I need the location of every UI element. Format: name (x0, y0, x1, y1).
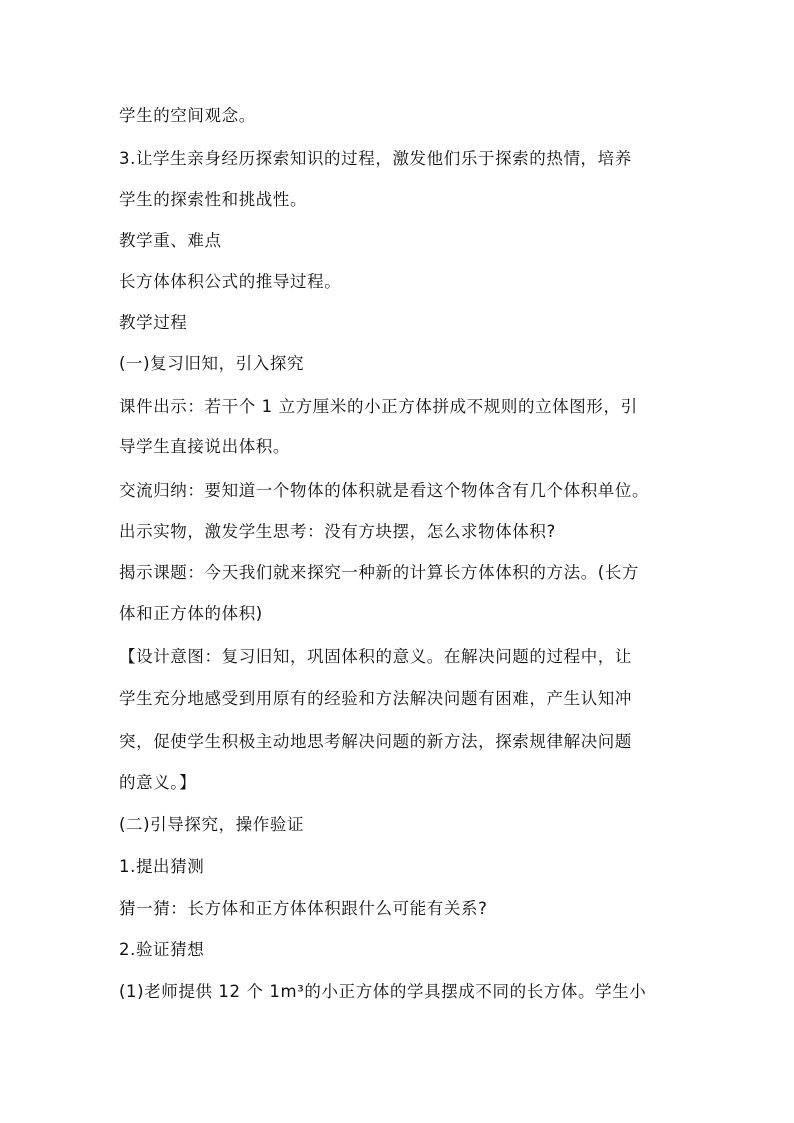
guess-line: 猜一猜：长方体和正方体体积跟什么可能有关系? (119, 899, 488, 918)
objective-3-line-2: 学生的探索性和挑战性。 (119, 190, 308, 209)
subsection-explore: (二)引导探究，操作验证 (119, 815, 305, 834)
activity-line-1: (1)老师提供 12 个 1m³的小正方体的学具摆成不同的长方体。学生小 (119, 982, 647, 1001)
design-intent-line-2: 学生充分地感受到用原有的经验和方法解决问题有困难，产生认知冲 (119, 689, 632, 708)
text-line-space-concept: 学生的空间观念。 (119, 106, 256, 125)
show-object-line: 出示实物，激发学生思考：没有方块摆，怎么求物体体积? (119, 522, 556, 541)
step-1-heading: 1.提出猜测 (119, 857, 205, 876)
design-intent-line-1: 【设计意图：复习旧知，巩固体积的意义。在解决问题的过程中，让 (119, 647, 632, 666)
section-heading-process: 教学过程 (119, 313, 188, 332)
summary-line: 交流归纳：要知道一个物体的体积就是看这个物体含有几个体积单位。 (119, 481, 650, 500)
section-heading-key-points: 教学重、难点 (119, 231, 222, 250)
reveal-topic-line-2: 体和正方体的体积) (119, 604, 263, 623)
design-intent-line-4: 的意义。】 (119, 773, 197, 792)
reveal-topic-line-1: 揭示课题：今天我们就来探究一种新的计算长方体体积的方法。(长方 (119, 563, 640, 582)
design-intent-line-3: 突，促使学生积极主动地思考解决问题的新方法，探索规律解决问题 (119, 732, 632, 751)
objective-3-line-1: 3.让学生亲身经历探索知识的过程，激发他们乐于探索的热情，培养 (119, 149, 632, 168)
courseware-line-1: 课件出示：若干个 1 立方厘米的小正方体拼成不规则的立体图形，引 (119, 397, 638, 416)
key-points-text: 长方体体积公式的推导过程。 (119, 272, 342, 291)
subsection-review: (一)复习旧知，引入探究 (119, 354, 305, 373)
courseware-line-2: 导学生直接说出体积。 (119, 437, 290, 456)
step-2-heading: 2.验证猜想 (119, 940, 205, 959)
